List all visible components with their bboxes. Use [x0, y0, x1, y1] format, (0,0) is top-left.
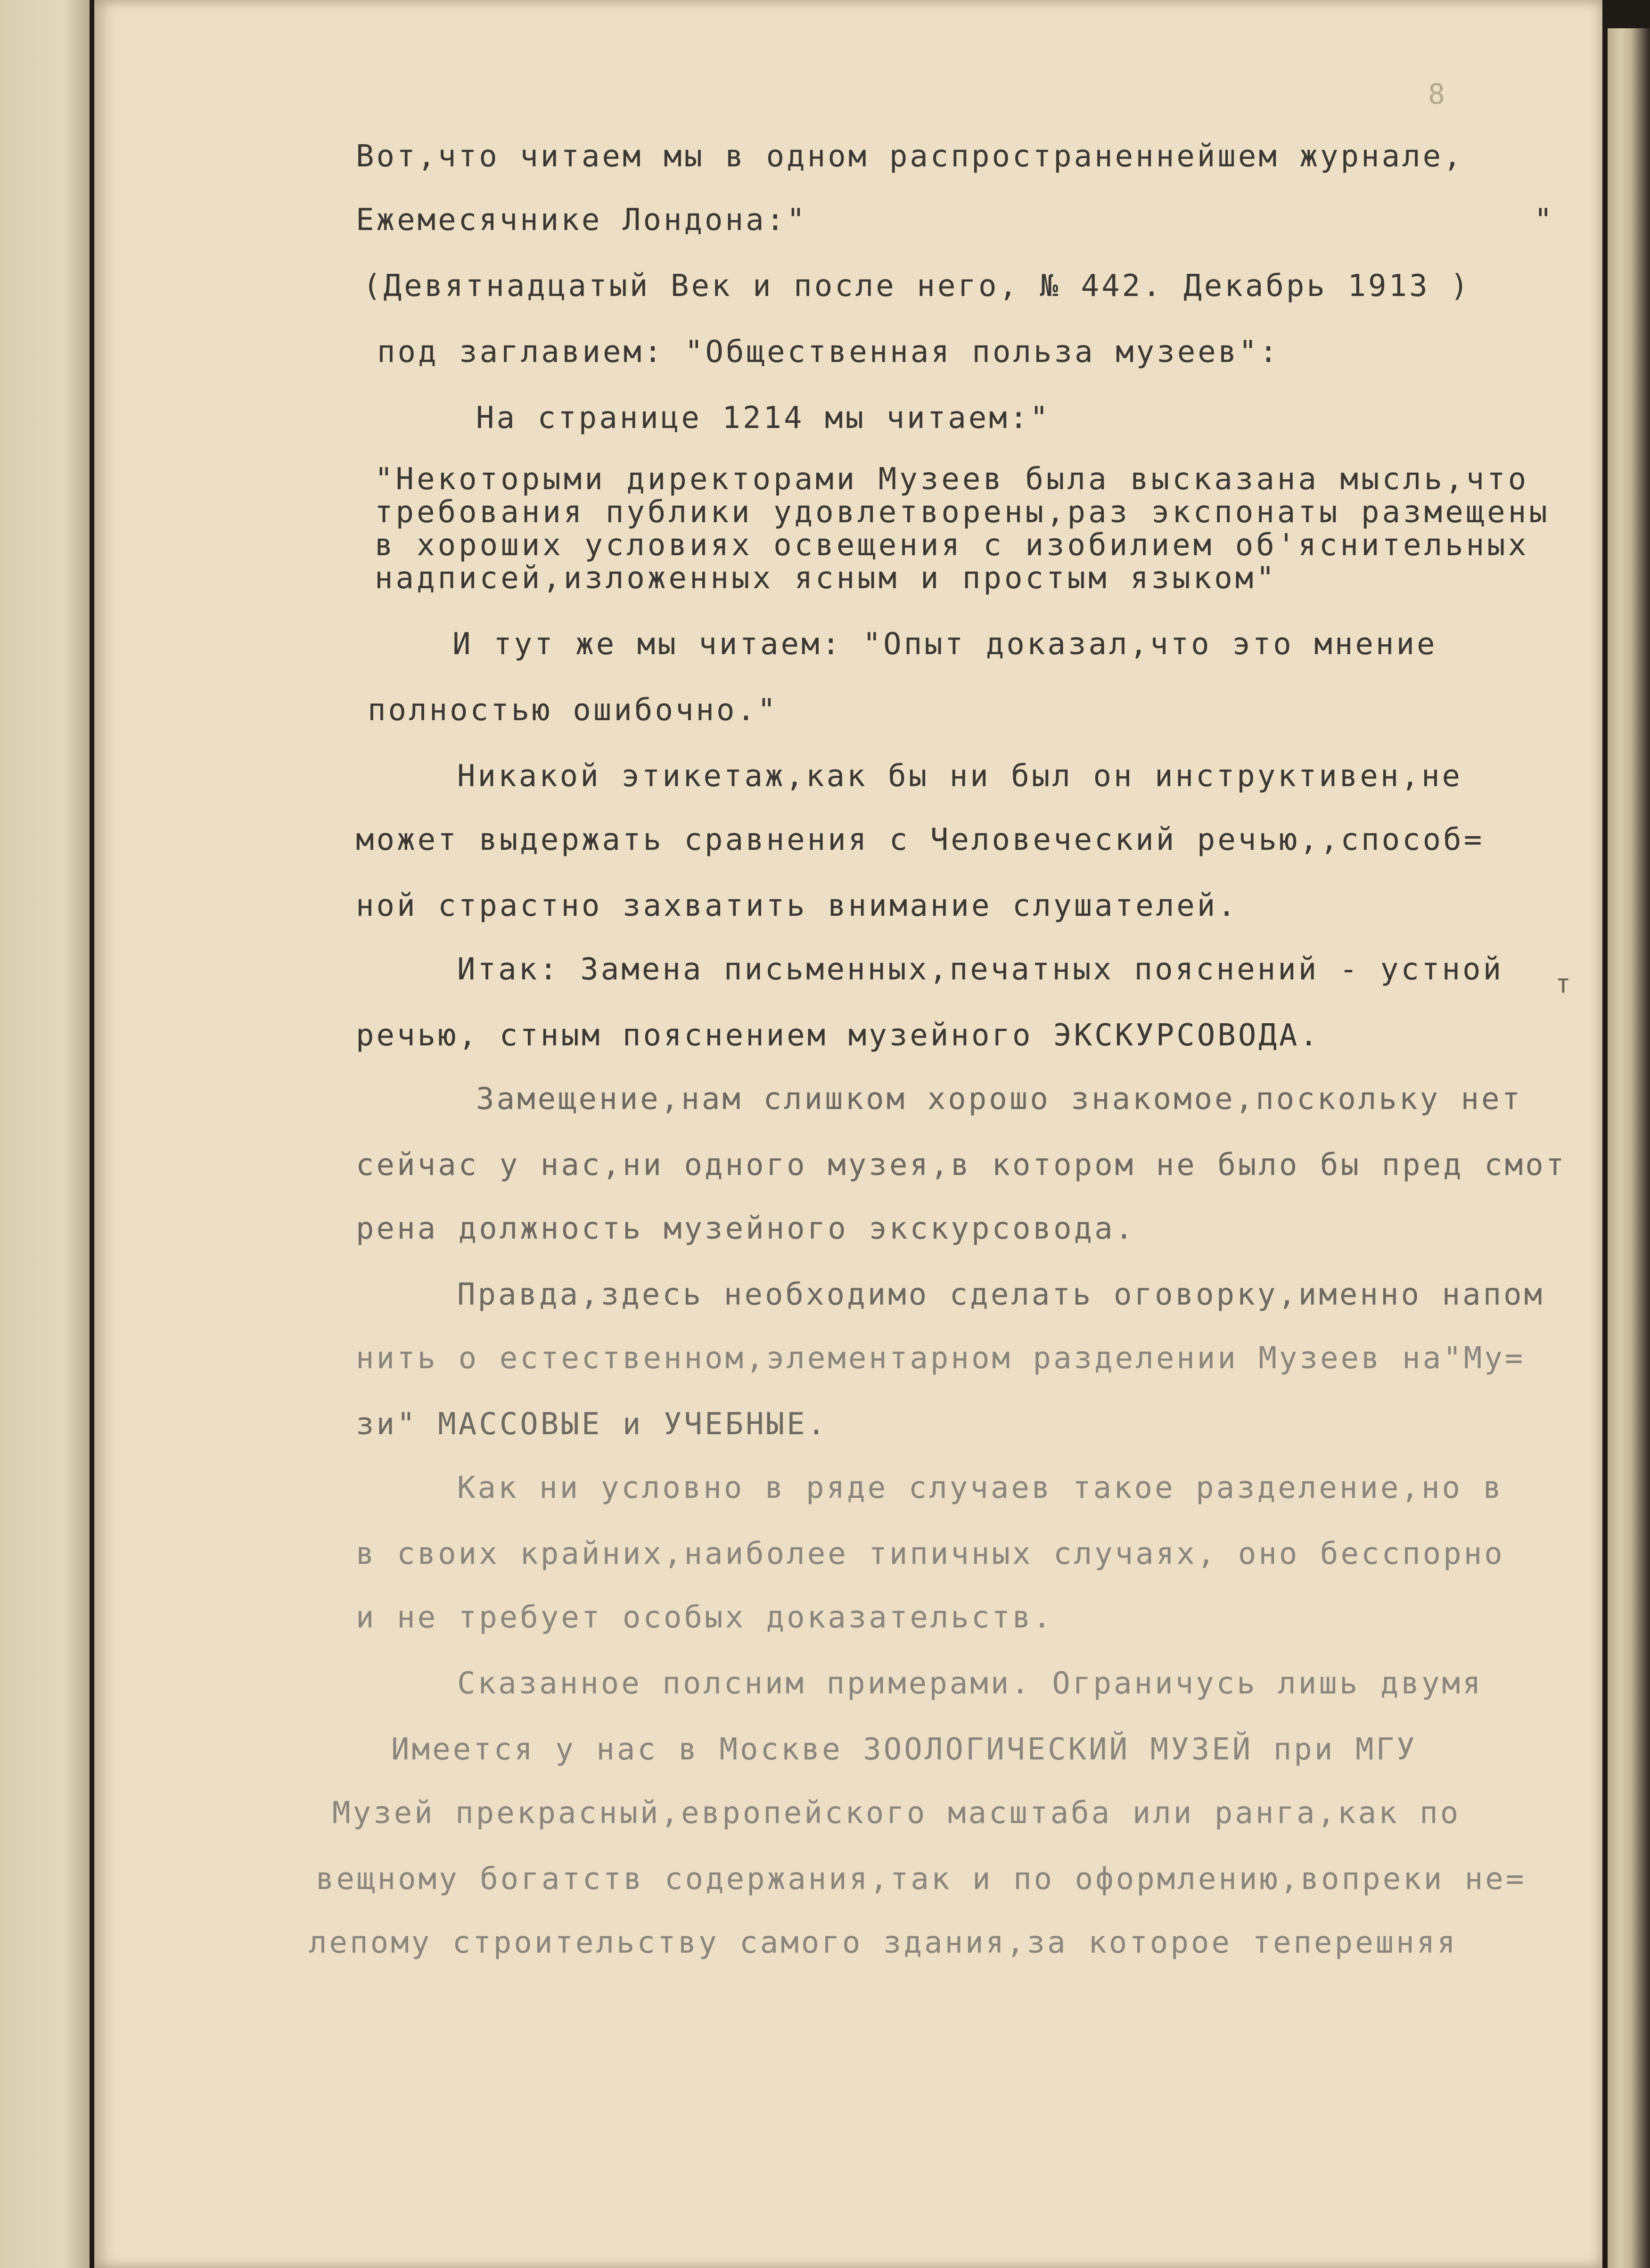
book-binding — [0, 0, 90, 2268]
text-line: надписей,изложенных ясным и простым языком" — [375, 561, 1277, 596]
text-line: На странице 1214 мы читаем:" — [476, 401, 1051, 436]
text-line: вещному богатств содержания,так и по оформлению,вопреки не= — [316, 1862, 1527, 1897]
text-line: рена должность музейного экскурсовода. — [356, 1211, 1136, 1246]
page-number: 8 — [1428, 78, 1445, 111]
text-line: Замещение,нам слишком хорошо знакомое,поскольку нет — [476, 1082, 1523, 1117]
text-line: полностью ошибочно." — [368, 693, 778, 728]
document-page — [94, 0, 1602, 2268]
text-line: зи" МАССОВЫЕ и УЧЕБНЫЕ. — [356, 1407, 828, 1442]
text-line: в своих крайних,наиболее типичных случаях, оно бесспорно — [356, 1537, 1505, 1571]
text-line: " — [1534, 203, 1555, 238]
text-line: лепому строительству самого здания,за которое теперешняя — [309, 1925, 1458, 1960]
text-line: Ежемесячнике Лондона:" — [356, 203, 807, 238]
text-line: "Некоторыми директорами Музеев была высказана мысль,что — [375, 462, 1529, 497]
text-line: (Девятнадцатый Век и после него, № 442. Декабрь 1913 ) — [363, 269, 1471, 304]
text-line: может выдержать сравнения с Человеческий речью,,способ= — [356, 822, 1485, 857]
text-line: и не требует особых доказательств. — [356, 1600, 1054, 1635]
text-line: Имеется у нас в Москве ЗООЛОГИЧЕСКИЙ МУЗЕЙ при МГУ — [391, 1732, 1417, 1767]
text-line: Сказанное полсним примерами. Ограничусь лишь двумя — [457, 1666, 1483, 1701]
text-line: ной страстно захватить внимание слушателей. — [356, 888, 1238, 923]
text-line: речью, стным пояснением музейного ЭКСКУРСОВОДА. — [356, 1018, 1320, 1053]
text-line: нить о естественном,элементарном разделении Музеев на"Му= — [356, 1341, 1526, 1376]
text-line: Правда,здесь необходимо сделать оговорку,именно напом — [457, 1277, 1545, 1312]
text-line: под заглавием: "Общественная польза музеев": — [377, 335, 1280, 370]
text-line: Музей прекрасный,европейского масштаба или ранга,как по — [332, 1796, 1461, 1831]
text-line: Как ни условно в ряде случаев такое разделение,но в — [457, 1471, 1504, 1505]
text-line: в хороших условиях освещения с изобилием об'яснительных — [375, 528, 1529, 563]
text-line: Никакой этикетаж,как бы ни был он инструктивен,не — [457, 759, 1463, 794]
text-line: Вот,что читаем мы в одном распространеннейшем журнале, — [356, 139, 1464, 174]
text-line: Итак: Замена письменных,печатных пояснений - устной — [457, 952, 1504, 987]
text-line: сейчас у нас,ни одного музея,в котором не было бы пред смот — [356, 1148, 1567, 1183]
text-line: требования публики удовлетворены,раз экспонаты размещены — [375, 495, 1550, 530]
page-edges — [1608, 28, 1650, 2268]
text-line: И тут же мы читаем: "Опыт доказал,что это мнение — [452, 627, 1437, 662]
margin-mark: т — [1555, 969, 1571, 999]
